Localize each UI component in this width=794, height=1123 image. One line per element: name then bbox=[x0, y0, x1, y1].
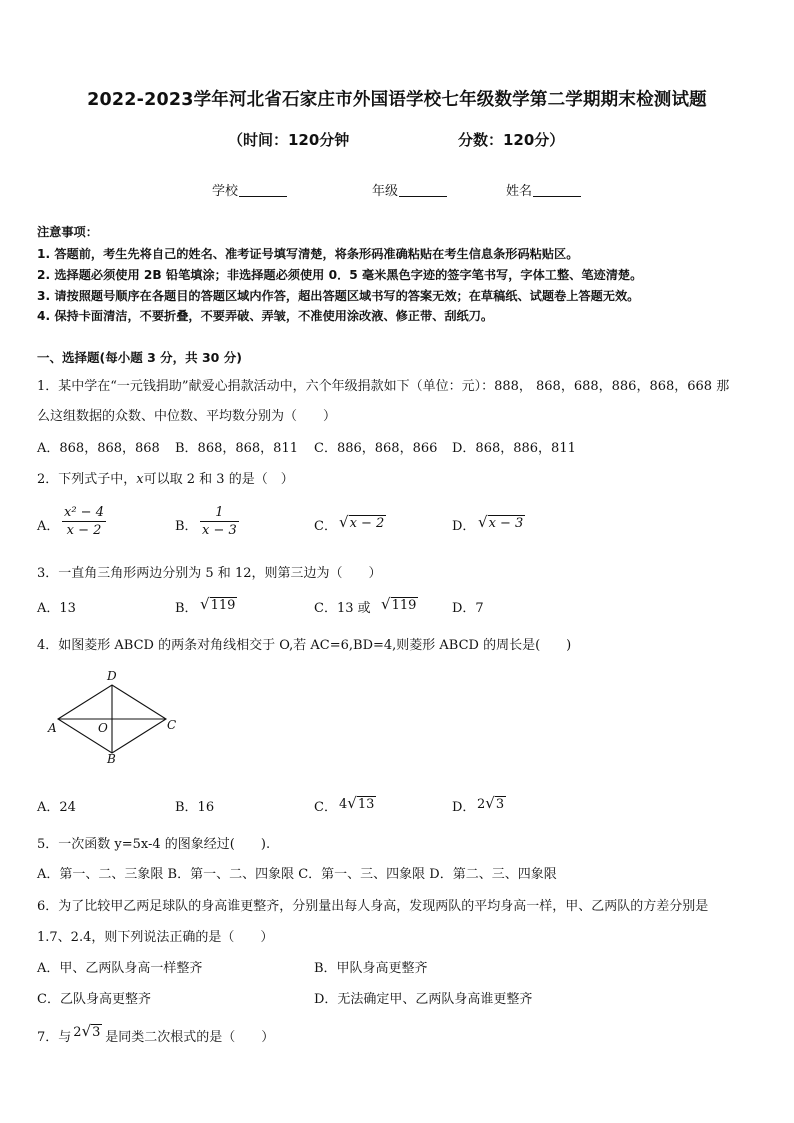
q2-c-radicand: x − 2 bbox=[349, 516, 385, 531]
q4-d-radicand: 3 bbox=[495, 797, 505, 812]
note-item-1: 1. 答题前，考生先将自己的姓名、准考证号填写清楚，将条形码准确粘贴在考生信息条形码粘贴区。 bbox=[37, 247, 579, 261]
point-label-a: A bbox=[48, 721, 57, 735]
sqrt-symbol: √ bbox=[478, 513, 488, 531]
exam-time: （时间：120分钟 bbox=[228, 131, 350, 149]
page-title: 2022-2023学年河北省石家庄市外国语学校七年级数学第二学期期末检测试题 bbox=[87, 90, 707, 110]
point-label-d: D bbox=[107, 669, 117, 683]
point-label-b: B bbox=[107, 752, 116, 766]
sqrt-symbol: √ bbox=[339, 513, 349, 531]
fraction-bar bbox=[62, 521, 106, 522]
q1-option-a[interactable]: A．868，868，868 bbox=[37, 441, 160, 456]
q2-option-d-label[interactable]: D． bbox=[452, 519, 476, 534]
sqrt-symbol: √ bbox=[347, 794, 357, 812]
q2-option-b-label[interactable]: B． bbox=[175, 519, 198, 534]
q4-option-c-label[interactable]: C． bbox=[314, 800, 337, 815]
q6-option-d[interactable]: D．无法确定甲、乙两队身高谁更整齐 bbox=[314, 992, 533, 1007]
grade-field bbox=[372, 180, 447, 199]
sqrt-symbol: √ bbox=[200, 595, 210, 613]
q5-stem: 5．一次函数 y=5x-4 的图象经过( ). bbox=[37, 837, 271, 852]
q2-option-b-fraction[interactable] bbox=[200, 505, 239, 538]
q2-option-a-fraction[interactable] bbox=[62, 505, 106, 538]
q1-option-b[interactable]: B．868，868，811 bbox=[175, 441, 298, 456]
q4-option-d-sqrt[interactable] bbox=[477, 793, 506, 813]
q2-b-numerator: 1 bbox=[215, 505, 224, 520]
sqrt-symbol: √ bbox=[381, 595, 391, 613]
q3-stem: 3．一直角三角形两边分别为 5 和 12，则第三边为（ ） bbox=[37, 566, 382, 581]
q1-stem-line2: 么这组数据的众数、中位数、平均数分别为（ ） bbox=[37, 409, 337, 424]
q4-option-b[interactable]: B．16 bbox=[175, 800, 215, 815]
q4-c-radicand: 13 bbox=[357, 797, 375, 812]
q7-sqrt bbox=[73, 1022, 102, 1041]
exam-score: 分数：120分） bbox=[458, 131, 565, 149]
q4-option-a[interactable]: A．24 bbox=[37, 800, 76, 815]
q3-c-radicand: 119 bbox=[391, 598, 417, 613]
q2-option-a-label[interactable]: A． bbox=[37, 519, 60, 534]
q3-option-c-label[interactable]: C．13 或 bbox=[314, 601, 371, 616]
q3-option-c-sqrt[interactable] bbox=[381, 594, 418, 614]
grade-blank[interactable] bbox=[399, 184, 447, 197]
q7-stem-prefix: 7．与 bbox=[37, 1030, 72, 1045]
name-field bbox=[506, 180, 581, 199]
q2-variable: x bbox=[136, 472, 144, 487]
q4-d-coefficient: 2 bbox=[477, 797, 486, 812]
school-field bbox=[212, 180, 287, 199]
q6-option-a[interactable]: A．甲、乙两队身高一样整齐 bbox=[37, 961, 203, 976]
q6-option-b[interactable]: B．甲队身高更整齐 bbox=[314, 961, 428, 976]
school-blank[interactable] bbox=[239, 184, 287, 197]
q3-b-radicand: 119 bbox=[210, 598, 236, 613]
q1-stem-line1: 1．某中学在“一元钱捐助”献爱心捐款活动中，六个年级捐款如下（单位：元）：888， 868，688，886，868，668 那 bbox=[37, 379, 730, 394]
sqrt-symbol: √ bbox=[485, 794, 495, 812]
q2-option-c-label[interactable]: C． bbox=[314, 519, 337, 534]
q7-stem-suffix: 是同类二次根式的是（ ） bbox=[105, 1030, 275, 1045]
school-label: 学校 bbox=[212, 184, 239, 199]
q2-option-c-sqrt[interactable] bbox=[339, 512, 386, 532]
q4-option-c-sqrt[interactable] bbox=[339, 793, 376, 813]
q2-a-denominator: x − 2 bbox=[66, 523, 102, 538]
note-item-4: 4. 保持卡面清洁，不要折叠，不要弄破、弄皱，不准使用涂改液、修正带、刮纸刀。 bbox=[37, 309, 494, 323]
name-blank[interactable] bbox=[533, 184, 581, 197]
section-heading: 一、选择题(每小题 3 分，共 30 分) bbox=[37, 350, 242, 365]
q6-option-c[interactable]: C．乙队身高更整齐 bbox=[37, 992, 151, 1007]
note-item-2: 2. 选择题必须使用 2B 铅笔填涂；非选择题必须使用 0．5 毫米黑色字迹的签字笔书写，字体工整、笔迹清楚。 bbox=[37, 268, 643, 282]
fraction-bar bbox=[200, 521, 239, 522]
q7-radicand: 3 bbox=[92, 1025, 101, 1040]
q7-stem bbox=[37, 1022, 275, 1045]
q1-option-d[interactable]: D．868，886，811 bbox=[452, 441, 576, 456]
q4-c-coefficient: 4 bbox=[339, 797, 348, 812]
q6-stem-line1: 6．为了比较甲乙两足球队的身高谁更整齐，分别量出每人身高，发现两队的平均身高一样，甲、乙两队的方差分别是 bbox=[37, 899, 709, 914]
q2-option-d-sqrt[interactable] bbox=[478, 512, 525, 532]
q2-stem bbox=[37, 468, 294, 487]
name-label: 姓名 bbox=[506, 184, 533, 199]
q2-stem-suffix: 可以取 2 和 3 的是（ ） bbox=[143, 472, 294, 487]
q7-coefficient: 2 bbox=[73, 1025, 82, 1040]
q1-option-c[interactable]: C．886，868，866 bbox=[314, 441, 438, 456]
q2-b-denominator: x − 3 bbox=[202, 523, 237, 538]
q3-option-d[interactable]: D．7 bbox=[452, 601, 484, 616]
q3-option-b-sqrt[interactable] bbox=[200, 594, 237, 614]
q2-d-radicand: x − 3 bbox=[488, 516, 524, 531]
point-label-c: C bbox=[167, 718, 177, 732]
q4-option-d-label[interactable]: D． bbox=[452, 800, 476, 815]
note-item-3: 3. 请按照题号顺序在各题目的答题区域内作答，超出答题区域书写的答案无效；在草稿纸、试题卷上答题无效。 bbox=[37, 289, 640, 303]
q2-stem-prefix: 2．下列式子中， bbox=[37, 472, 137, 487]
sqrt-symbol: √ bbox=[81, 1022, 92, 1040]
q3-option-a[interactable]: A．13 bbox=[37, 601, 76, 616]
q3-option-b-label[interactable]: B． bbox=[175, 601, 198, 616]
notes-heading: 注意事项： bbox=[37, 225, 98, 239]
grade-label: 年级 bbox=[372, 184, 399, 199]
q5-options[interactable]: A．第一、二、三象限 B．第一、二、四象限 C．第一、三、四象限 D．第二、三、四象限 bbox=[37, 867, 557, 882]
point-label-o: O bbox=[98, 721, 108, 735]
q4-stem: 4．如图菱形 ABCD 的两条对角线相交于 O,若 AC=6,BD=4,则菱形 ABCD 的周长是( ) bbox=[37, 638, 572, 653]
q6-stem-line2: 1.7、2.4，则下列说法正确的是（ ） bbox=[37, 930, 274, 945]
q2-a-numerator: x² − 4 bbox=[64, 505, 104, 520]
